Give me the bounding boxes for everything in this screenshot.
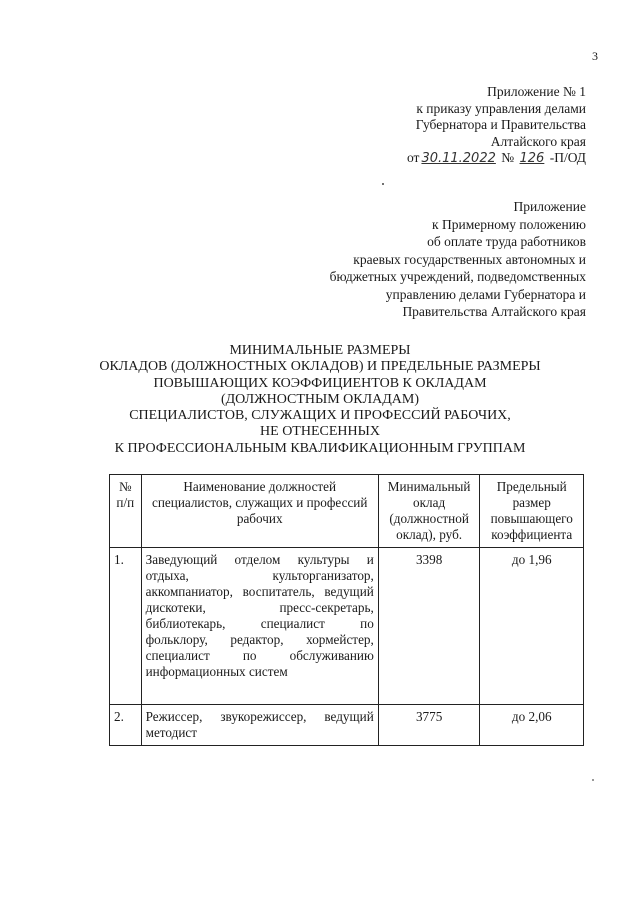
title-line: К ПРОФЕССИОНАЛЬНЫМ КВАЛИФИКАЦИОННЫМ ГРУППАМ (114, 440, 526, 456)
cell-coef: до 2,06 (480, 705, 584, 746)
date-prefix: от (406, 150, 420, 165)
header-name: Наименование должностей специалистов, служащих и профессий рабочих (141, 475, 378, 548)
title-line: СПЕЦИАЛИСТОВ, СЛУЖАЩИХ И ПРОФЕССИЙ РАБОЧИХ, (129, 408, 511, 424)
stray-dot (382, 183, 384, 185)
document-title (80, 343, 560, 457)
stray-dot (592, 779, 594, 781)
table-header-row (110, 475, 584, 548)
cell-name: Режиссер, звукорежиссер, ведущий методист (141, 705, 378, 746)
salary-table (109, 474, 584, 746)
appendix-2-line: краевых государственных автономных и (353, 251, 586, 267)
header-salary: Минимальный оклад (должностной оклад), руб. (378, 475, 480, 548)
order-date-line (407, 150, 586, 168)
handwritten-number: 126 (519, 151, 545, 166)
appendix-1-line: Приложение № 1 (487, 84, 586, 99)
table-row (110, 705, 584, 746)
header-num: № п/п (110, 475, 142, 548)
cell-num: 2. (110, 705, 142, 746)
title-line: (ДОЛЖНОСТНЫМ ОКЛАДАМ) (220, 391, 420, 407)
appendix-2-line: управлению делами Губернатора и (385, 286, 586, 302)
appendix-1-line: Губернатора и Правительства (415, 117, 586, 132)
appendix-2-line: Правительства Алтайского края (402, 304, 586, 319)
cell-salary: 3398 (378, 548, 480, 705)
appendix-2-line: к Примерному положению (432, 216, 586, 232)
title-line: МИНИМАЛЬНЫЕ РАЗМЕРЫ (229, 343, 411, 358)
appendix-2-line: бюджетных учреждений, подведомственных (329, 269, 586, 284)
appendix-2-line: об оплате труда работников (427, 234, 586, 249)
appendix-2-line: Приложение (513, 199, 586, 214)
appendix-2-header (330, 198, 586, 321)
cell-name: Заведующий отделом культуры и отдыха, культорганизатор, аккомпаниатор, воспитатель, ведущий дискотеки, пресс-секретарь, библиотекарь, специалист по фольклору, редактор, хормейстер, специалист по обслуживанию информационных систем (141, 548, 378, 705)
table-row (110, 548, 584, 705)
title-line: НЕ ОТНЕСЕННЫХ (260, 424, 380, 440)
appendix-1-line: к приказу управления делами (416, 100, 586, 116)
cell-num: 1. (110, 548, 142, 705)
cell-salary: 3775 (378, 705, 480, 746)
number-label: № (501, 150, 515, 165)
page-number: 3 (592, 49, 598, 63)
title-line: ОКЛАДОВ (ДОЛЖНОСТНЫХ ОКЛАДОВ) И ПРЕДЕЛЬНЫЕ РАЗМЕРЫ (99, 359, 541, 375)
appendix-1-header (407, 84, 586, 168)
cell-coef: до 1,96 (480, 548, 584, 705)
title-line: ПОВЫШАЮЩИХ КОЭФФИЦИЕНТОВ К ОКЛАДАМ (153, 375, 487, 391)
handwritten-date: 30.11.2022 (421, 151, 496, 166)
number-suffix: -П/ОД (549, 150, 586, 165)
appendix-1-line: Алтайского края (490, 133, 586, 149)
header-coef: Предельный размер повышающего коэффициента (480, 475, 584, 548)
